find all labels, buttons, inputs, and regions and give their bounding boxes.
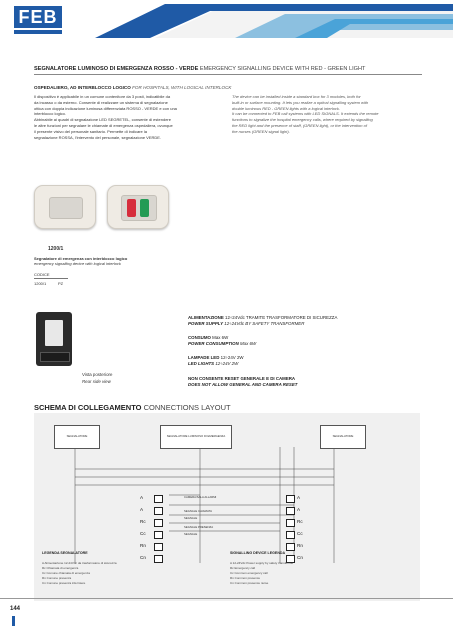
box-center-label: SEGNALATORE LUMINOSO DI EMERGENZA	[166, 434, 226, 438]
terminal	[286, 507, 295, 515]
desc-it-line: ottica con doppia indicazione luminosa differenziata ROSSO - VERDE e con una	[34, 105, 177, 111]
rear-view-en: Rear side view	[82, 379, 111, 384]
terminal	[286, 543, 295, 551]
footer-divider	[0, 598, 453, 599]
spec-value: 12÷24V 2W	[220, 355, 244, 360]
box-center	[160, 425, 232, 449]
spec-value: 12÷24V 2W	[215, 361, 239, 366]
spec-label: POWER CONSUMPTION	[188, 341, 239, 346]
terminal	[286, 519, 295, 527]
table-code: 1200/1	[34, 281, 47, 286]
legend-left-item: Rc Chiamata di emergenza	[42, 566, 79, 570]
spec-lampade	[188, 355, 244, 360]
title-it: SEGNALATORE LUMINOSO DI EMERGENZA ROSSO - VERDE	[34, 66, 199, 72]
mid-note: CAMERA/SALA ALLARMI	[184, 495, 217, 499]
device-window	[121, 195, 157, 221]
section-title-en: CONNECTIONS LAYOUT	[143, 403, 231, 412]
spec-value: Max 6W	[212, 335, 229, 340]
spec-alimentazione	[188, 315, 337, 320]
terminal-label: Rc	[140, 519, 146, 524]
red-light	[127, 199, 136, 217]
terminal	[154, 507, 163, 515]
desc-en-line: It can be connected to FEB call systems with LED SIGNALS. It extends the remote	[232, 111, 379, 117]
desc-it-line: interblocco logico.	[34, 111, 67, 117]
terminal	[154, 543, 163, 551]
brand-logo: FEB	[14, 6, 62, 28]
page-number: 144	[10, 606, 21, 612]
section-title-it: SCHEMA DI COLLEGAMENTO	[34, 403, 142, 412]
terminal-label: Cc	[297, 531, 303, 536]
desc-en-line: the nurses (GREEN signal light).	[232, 128, 290, 134]
title-divider	[34, 74, 422, 75]
spec-note-it: NON CONSENTE RESET GENERALE E DI CAMERA	[188, 376, 296, 381]
subtitle-it: OSPEDALIERO, AD INTERBLOCCO LOGICO	[34, 85, 131, 90]
device-window	[49, 197, 83, 219]
spec-note-en: DOES NOT ALLOW GENERAL AND CAMERA RESET	[188, 382, 298, 387]
table-header: CODICE	[34, 272, 50, 277]
desc-en-line: The device can be installed inside a standard box for 3 modules, both for	[232, 94, 361, 99]
desc-en-line: functions to signalize the hospital emergency calls, where required by signalling	[232, 117, 373, 123]
spec-label: LED LIGHTS	[188, 361, 215, 366]
desc-it-line: le altre funzioni per segnalare le chiamate di emergenza ospedaliera, ovunque	[34, 122, 173, 128]
spec-power-supply	[188, 321, 304, 326]
mid-note: SEGNALE PRESENZA	[184, 525, 214, 529]
terminal-label: Cc	[140, 531, 146, 536]
terminal-label: Rc	[297, 519, 303, 524]
rear-view-it: Vista posteriore	[82, 372, 113, 377]
terminal-label: A	[297, 507, 301, 512]
terminal	[154, 495, 163, 503]
box-left-label: SEGNALATORE	[66, 434, 88, 438]
spec-label: POWER SUPPLY	[188, 321, 224, 326]
desc-it-line: segnalazione ROSSA, l'intervento del personale, segnalazione VERDE.	[34, 134, 162, 140]
terminal	[286, 531, 295, 539]
description-en	[232, 94, 422, 135]
terminal-label: A	[140, 507, 144, 512]
desc-en-line: the RED light and the presence of staff, (GREEN light), or the intervention of	[232, 122, 367, 128]
spec-consumo	[188, 335, 228, 340]
legend-right-item: Cc Common emergency call	[230, 571, 268, 575]
product-code: 1200/1	[48, 246, 64, 252]
terminal-label: A	[140, 495, 144, 500]
subtitle-en: FOR HOSPITALS, WITH LOGICAL INTERLOCK	[132, 85, 232, 90]
terminal	[154, 531, 163, 539]
table-unit: PZ	[58, 281, 64, 286]
spec-label: LAMPADE LED	[188, 355, 220, 360]
terminal-block	[40, 352, 70, 362]
logo-underline	[14, 30, 62, 34]
section-title	[34, 403, 231, 412]
description-it	[34, 94, 224, 140]
legend-left-item: Rn Comune presenza	[42, 576, 72, 580]
terminal-label: A	[297, 495, 301, 500]
mid-note: SEGNALE CHIAMATA	[184, 509, 213, 513]
terminal-label: Rn	[140, 543, 146, 548]
mid-note: SEGNALE	[184, 516, 198, 520]
spec-led-lights	[188, 361, 238, 366]
spec-label: CONSUMO	[188, 335, 211, 340]
device-photo-on	[107, 185, 169, 229]
box-right	[320, 425, 366, 449]
terminal-label: Cn	[140, 555, 146, 560]
spec-power-consumption	[188, 341, 256, 346]
legend-right-item: Cn Common presence nurse	[230, 581, 269, 585]
page-subtitle	[34, 85, 231, 90]
legend-right-item: Rc Emergency call	[230, 566, 256, 570]
box-left	[54, 425, 100, 449]
desc-en-line: double luminous RED - GREEN lights with a logical interlock.	[232, 105, 341, 111]
desc-it-line: il presente visivo del personale sanitario. Permette di indicare la	[34, 128, 147, 134]
spec-value: 12÷24Vdc TRAMITE TRASFORMATORE DI SICUREZZA	[225, 315, 338, 320]
table-divider	[34, 278, 68, 279]
page-title	[34, 66, 365, 72]
terminal-label: Rn	[297, 543, 303, 548]
terminal	[154, 519, 163, 527]
footer-accent	[12, 616, 15, 626]
green-light	[140, 199, 149, 217]
rear-view-photo	[36, 312, 72, 366]
desc-it-line: Abbinabile ai quadri di segnalazione LED SEGRETEL, consente di estendere	[34, 117, 171, 123]
desc-it-line: Il dispositivo è applicabile in un comune contenitore da 3 posti, indicatibile da	[34, 94, 171, 99]
product-name-en: emergency signalling device with logical interlock	[34, 261, 121, 266]
legend-right-item: Rn Common presence	[230, 576, 261, 580]
legend-right-title: SIGNALLING DEVICE LEGENDA	[230, 551, 286, 555]
desc-en-line: built-in or surface mounting. It lets you realize a optical signalling system with	[232, 99, 369, 105]
rear-label	[45, 320, 63, 346]
legend-left-title: LEGENDA SEGNALATORE	[42, 551, 88, 555]
desc-it-line: da incasso o da esterno. Consente di realizzare un sistema di segnalazione	[34, 99, 168, 105]
header-decoration	[95, 0, 453, 38]
wiring-diagram	[34, 413, 420, 601]
legend-left-item: Cn Comune presenza infermiere	[42, 581, 86, 585]
legend-right-item: A 12-24Vdc Power supply by safety transformer	[230, 561, 294, 565]
mid-note: SEGNALE	[184, 532, 198, 536]
spec-value: Max 6W	[239, 341, 257, 346]
device-photo-off	[34, 185, 96, 229]
title-en: EMERGENCY SIGNALLING DEVICE WITH RED - GREEN LIGHT	[199, 66, 366, 72]
terminal	[286, 495, 295, 503]
legend-left-item: Cc Comune chiamata di emergenza	[42, 571, 90, 575]
terminal-label: Cn	[297, 555, 303, 560]
product-name-it: Segnalatore di emergenza con interblocco logico	[34, 256, 128, 261]
terminal	[154, 555, 163, 563]
box-right-label: SEGNALATORE	[332, 434, 354, 438]
spec-value: 12÷24Vdc BY SAFETY TRANSFORMER	[224, 321, 305, 326]
legend-left-item: A Alimentazione 12-24Vdc da trasformatore di sicurezza	[42, 561, 117, 565]
spec-label: ALIMENTAZIONE	[188, 315, 224, 320]
